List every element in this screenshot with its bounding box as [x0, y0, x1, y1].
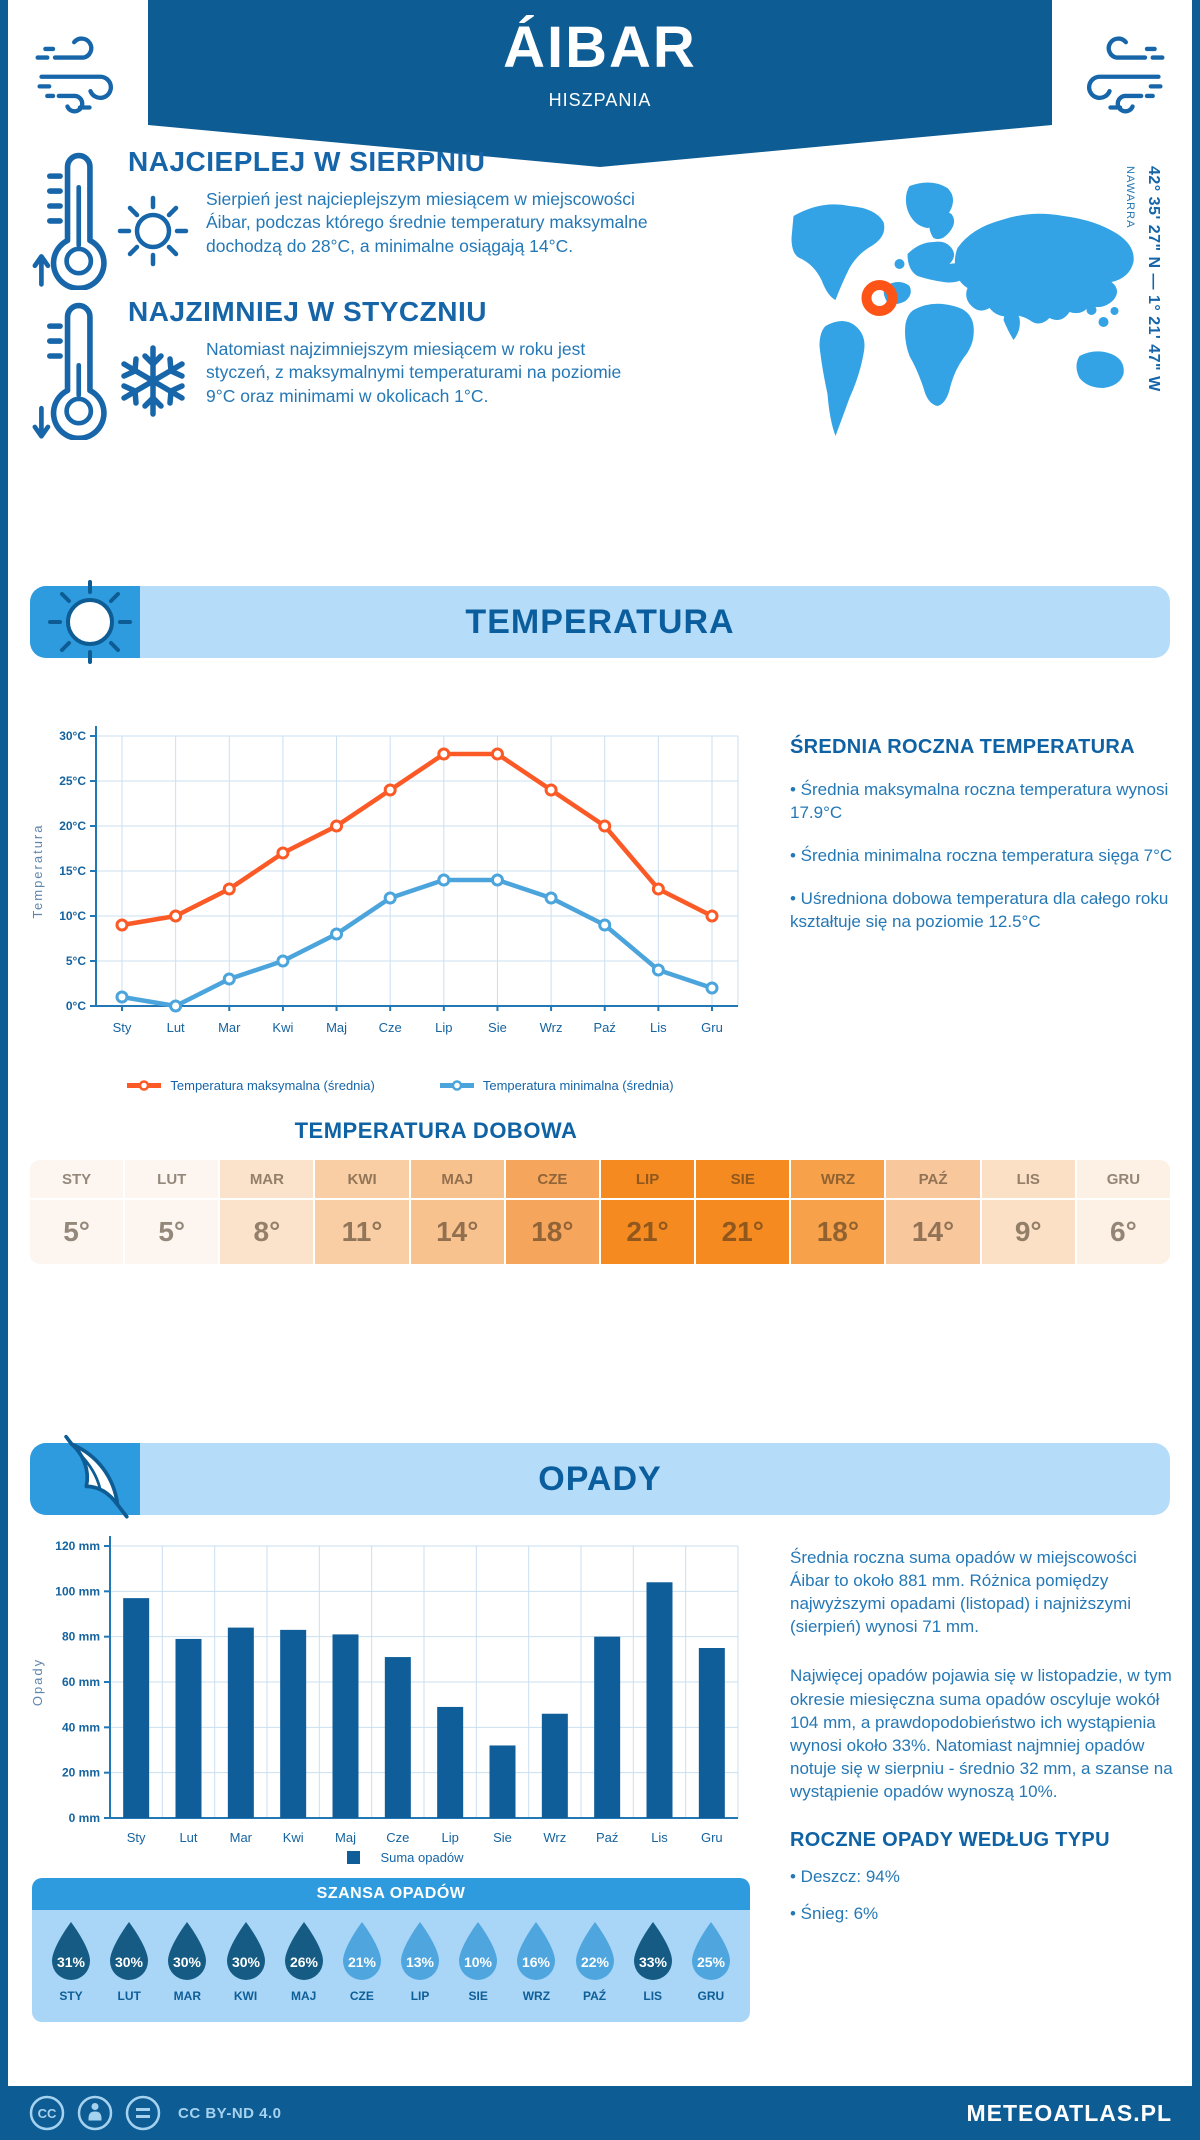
svg-text:Kwi: Kwi	[282, 1830, 304, 1845]
annual-temperature-summary	[790, 736, 1178, 934]
svg-text:100 mm: 100 mm	[55, 1584, 100, 1599]
legend-swatch	[336, 1851, 372, 1864]
table-temp-value: 6°	[1077, 1200, 1170, 1264]
table-temp-value: 5°	[30, 1200, 123, 1264]
chance-droplet	[453, 1920, 503, 2022]
highlight-heading: NAJCIEPLEJ W SIERPNIU	[128, 146, 486, 177]
bullet-item: • Śnieg: 6%	[790, 1904, 879, 1924]
highlight-text: Sierpień jest najcieplejszym miesiącem w miejscowości Áibar, podczas którego średnie temperatury maksymalne dochodzą do 28°C, a minimalne osiągają 14°C.	[206, 189, 648, 256]
droplet-icon	[222, 1920, 270, 1982]
license-group	[28, 2094, 282, 2132]
svg-text:Cze: Cze	[386, 1830, 410, 1845]
legend-label: Suma opadów	[380, 1850, 464, 1865]
chance-droplet	[628, 1920, 678, 2022]
snowflake-icon	[114, 342, 192, 420]
highlight-coldest	[8, 296, 778, 446]
chance-month-label: SIE	[468, 1989, 488, 2003]
svg-text:10°C: 10°C	[59, 909, 86, 923]
svg-text:Opady: Opady	[30, 1657, 45, 1707]
paragraph: Najwięcej opadów pojawia się w listopadzie, w tym okresie miesięczna suma opadów oscyluje wokół 104 mm, a prawdopodobieństwo ich wystąpienia wynosi około 33%. Natomiast najmniej opadów notuje się w sierpniu - średnio 32 mm, a szanse na wystąpienie opadów wynoszą 10%.	[790, 1666, 1173, 1801]
svg-text:13%: 13%	[406, 1954, 435, 1970]
droplet-icon	[338, 1920, 386, 1982]
svg-text:Mar: Mar	[218, 1020, 241, 1035]
chance-month-label: MAJ	[291, 1989, 317, 2003]
page-border-right	[1192, 0, 1200, 2140]
table-month-header: CZE	[506, 1160, 599, 1198]
svg-text:10%: 10%	[464, 1954, 493, 1970]
annual-bullets	[790, 779, 1178, 934]
table-month-header: SIE	[696, 1160, 789, 1198]
chance-heading: SZANSA OPADÓW	[32, 1878, 750, 1910]
droplet-icon	[629, 1920, 677, 1982]
svg-text:25%: 25%	[696, 1954, 725, 1970]
precipitation-chance-panel	[32, 1878, 750, 2022]
svg-text:Paź: Paź	[593, 1020, 616, 1035]
table-month-header: WRZ	[791, 1160, 884, 1198]
svg-text:Cze: Cze	[378, 1020, 402, 1035]
precipitation-chart-legend	[30, 1850, 770, 1865]
svg-text:CC: CC	[37, 2106, 57, 2121]
daily-temp-table-header	[30, 1160, 1170, 1198]
droplet-icon	[687, 1920, 735, 1982]
chance-droplet	[570, 1920, 620, 2022]
chance-droplet	[395, 1920, 445, 2022]
legend-item	[126, 1078, 374, 1093]
precipitation-banner	[30, 1443, 1170, 1515]
chance-month-label: PAŹ	[582, 1989, 607, 2003]
annual-heading: ŚREDNIA ROCZNA TEMPERATURA	[790, 736, 1135, 758]
page-subtitle: HISZPANIA	[548, 90, 652, 110]
table-month-header: MAJ	[411, 1160, 504, 1198]
svg-text:5°C: 5°C	[65, 954, 86, 968]
chance-droplet	[279, 1920, 329, 2022]
legend-swatch	[126, 1079, 162, 1092]
precipitation-summary	[790, 1546, 1178, 1926]
svg-text:Mar: Mar	[229, 1830, 253, 1845]
table-month-header: LUT	[125, 1160, 218, 1198]
coordinates-label: 42° 35' 27" N — 1° 21' 47" W	[1145, 166, 1162, 392]
svg-text:22%: 22%	[580, 1954, 609, 1970]
chance-droplet	[46, 1920, 96, 2022]
table-temp-value: 18°	[506, 1200, 599, 1264]
chance-month-label: LUT	[117, 1989, 141, 2003]
page-title: ÁIBAR	[503, 15, 697, 80]
svg-text:Gru: Gru	[700, 1830, 723, 1845]
precipitation-bar-chart	[26, 1530, 756, 1850]
table-month-header: KWI	[315, 1160, 408, 1198]
chance-month-label: LIP	[410, 1989, 430, 2003]
temperature-banner-title: TEMPERATURA	[465, 603, 735, 641]
legend-swatch	[439, 1079, 475, 1092]
svg-text:Lip: Lip	[435, 1020, 453, 1035]
footer	[0, 2086, 1200, 2140]
chance-droplets	[32, 1910, 750, 2022]
table-temp-value: 21°	[601, 1200, 694, 1264]
chance-droplet	[104, 1920, 154, 2022]
legend-label: Temperatura minimalna (średnia)	[482, 1078, 674, 1093]
droplet-icon	[396, 1920, 444, 1982]
table-temp-value: 9°	[982, 1200, 1075, 1264]
svg-text:Lis: Lis	[651, 1830, 668, 1845]
temperature-banner	[30, 586, 1170, 658]
chance-month-label: CZE	[349, 1989, 374, 2003]
legend-item	[439, 1078, 674, 1093]
svg-text:Sie: Sie	[488, 1020, 507, 1035]
temperature-line-chart	[26, 688, 756, 1103]
svg-text:30%: 30%	[115, 1954, 144, 1970]
table-month-header: LIS	[982, 1160, 1075, 1198]
umbrella-icon	[44, 1433, 136, 1525]
chance-month-label: WRZ	[522, 1989, 551, 2003]
table-temp-value: 5°	[125, 1200, 218, 1264]
table-month-header: LIP	[601, 1160, 694, 1198]
legend-item	[336, 1850, 463, 1865]
svg-text:25°C: 25°C	[59, 774, 86, 788]
bullet-item: • Uśredniona dobowa temperatura dla całego roku kształtuje się na poziomie 12.5°C	[790, 888, 1169, 931]
legend-label: Temperatura maksymalna (średnia)	[170, 1078, 375, 1093]
svg-text:0°C: 0°C	[65, 999, 86, 1013]
droplet-icon	[571, 1920, 619, 1982]
table-month-header: PAŹ	[886, 1160, 979, 1198]
svg-text:21%: 21%	[347, 1954, 376, 1970]
chance-droplet	[221, 1920, 271, 2022]
attribution-icon	[76, 2094, 114, 2132]
svg-text:Wrz: Wrz	[539, 1020, 563, 1035]
svg-text:Gru: Gru	[701, 1020, 723, 1035]
table-temp-value: 21°	[696, 1200, 789, 1264]
chance-month-label: KWI	[233, 1989, 258, 2003]
droplet-icon	[280, 1920, 328, 1982]
table-month-header: STY	[30, 1160, 123, 1198]
highlight-text: Natomiast najzimniejszym miesiącem w roku jest styczeń, z maksymalnymi temperaturami na poziomie 9°C oraz minimami w okolicach 1°C.	[206, 339, 622, 406]
precipitation-banner-title: OPADY	[538, 1460, 662, 1498]
svg-text:Lip: Lip	[441, 1830, 459, 1845]
svg-text:Sty: Sty	[126, 1830, 146, 1845]
chance-droplet	[511, 1920, 561, 2022]
svg-text:20°C: 20°C	[59, 819, 86, 833]
precip-type-heading: ROCZNE OPADY WEDŁUG TYPU	[790, 1829, 1110, 1852]
droplet-icon	[163, 1920, 211, 1982]
chance-month-label: MAR	[173, 1989, 201, 2003]
daily-temp-heading: TEMPERATURA DOBOWA	[294, 1118, 578, 1143]
cc-icon	[28, 2094, 66, 2132]
license-label: CC BY-ND 4.0	[178, 2104, 282, 2122]
world-map	[790, 158, 1138, 458]
svg-text:16%: 16%	[522, 1954, 551, 1970]
table-month-header: MAR	[220, 1160, 313, 1198]
svg-text:20 mm: 20 mm	[61, 1765, 100, 1780]
table-temp-value: 18°	[791, 1200, 884, 1264]
bullet-item: • Średnia minimalna roczna temperatura sięga 7°C	[790, 845, 1173, 865]
bullet-item: • Deszcz: 94%	[790, 1867, 900, 1887]
table-temp-value: 8°	[220, 1200, 313, 1264]
svg-text:120 mm: 120 mm	[55, 1539, 100, 1553]
svg-text:30°C: 30°C	[59, 729, 86, 743]
svg-text:30%: 30%	[231, 1954, 260, 1970]
chance-droplet	[686, 1920, 736, 2022]
svg-text:Kwi: Kwi	[272, 1020, 294, 1035]
no-derivatives-icon	[124, 2094, 162, 2132]
chance-month-label: LIS	[643, 1989, 663, 2003]
svg-text:0 mm: 0 mm	[68, 1811, 100, 1825]
svg-text:Sie: Sie	[493, 1830, 512, 1845]
svg-text:80 mm: 80 mm	[61, 1629, 100, 1644]
chance-droplet	[162, 1920, 212, 2022]
chance-month-label: STY	[59, 1989, 83, 2003]
svg-text:60 mm: 60 mm	[61, 1675, 100, 1689]
svg-text:15°C: 15°C	[59, 864, 86, 878]
svg-text:26%: 26%	[289, 1954, 318, 1970]
highlight-heading: NAJZIMNIEJ W STYCZNIU	[128, 296, 487, 327]
daily-temp-table-values	[30, 1200, 1170, 1264]
thermometer-down-icon	[32, 300, 118, 440]
thermometer-up-icon	[32, 150, 118, 290]
bullet-item: • Średnia maksymalna roczna temperatura wynosi 17.9°C	[790, 780, 1169, 822]
svg-text:40 mm: 40 mm	[61, 1720, 100, 1735]
highlight-warmest	[8, 146, 778, 296]
table-temp-value: 14°	[886, 1200, 979, 1264]
svg-text:Maj: Maj	[335, 1830, 356, 1845]
page-border-left	[0, 0, 8, 2140]
droplet-icon	[47, 1920, 95, 1982]
svg-text:Lis: Lis	[650, 1020, 667, 1035]
chance-month-label: GRU	[697, 1989, 725, 2003]
table-temp-value: 11°	[315, 1200, 408, 1264]
svg-text:Sty: Sty	[112, 1020, 132, 1035]
svg-text:33%: 33%	[638, 1954, 667, 1970]
table-month-header: GRU	[1077, 1160, 1170, 1198]
sun-icon	[44, 576, 136, 668]
svg-text:30%: 30%	[173, 1954, 202, 1970]
precipitation-paragraphs	[790, 1546, 1178, 1803]
temperature-chart-legend	[30, 1078, 770, 1093]
svg-text:31%: 31%	[56, 1954, 86, 1970]
chance-droplet	[337, 1920, 387, 2022]
region-label: NAWARRA	[1124, 166, 1136, 229]
svg-text:Lut: Lut	[179, 1830, 198, 1845]
brand-label: METEOATLAS.PL	[966, 2099, 1172, 2126]
sun-icon	[114, 192, 192, 270]
location-marker	[867, 285, 893, 311]
svg-text:Temperatura: Temperatura	[30, 823, 45, 919]
droplet-icon	[105, 1920, 153, 1982]
svg-text:Maj: Maj	[326, 1020, 348, 1035]
svg-text:Wrz: Wrz	[543, 1830, 567, 1845]
paragraph: Średnia roczna suma opadów w miejscowości Áibar to około 881 mm. Różnica pomiędzy najwyższymi opadami (listopad) i najniższymi (sierpień) wynosi 71 mm.	[790, 1548, 1137, 1637]
droplet-icon	[512, 1920, 560, 1982]
svg-text:Paź: Paź	[595, 1830, 619, 1845]
droplet-icon	[454, 1920, 502, 1982]
svg-text:Lut: Lut	[166, 1020, 185, 1035]
precip-type-bullets	[790, 1866, 1178, 1926]
table-temp-value: 14°	[411, 1200, 504, 1264]
